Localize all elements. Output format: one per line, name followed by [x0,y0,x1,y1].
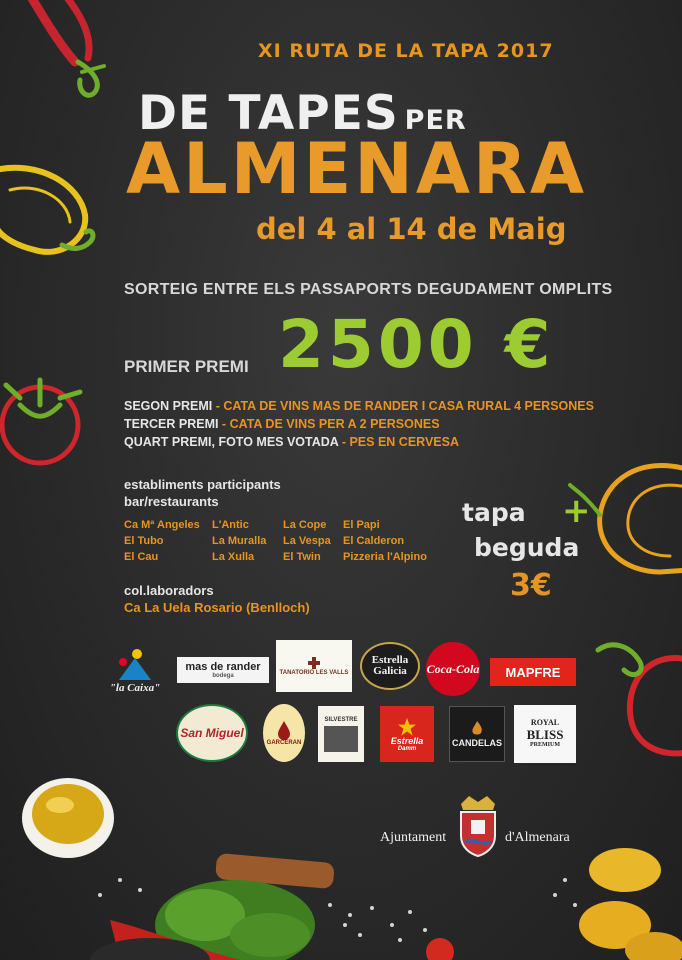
establishment-item: El Tubo [124,535,164,547]
offer-plus: + [562,491,591,531]
title-de-tapes: DE TAPES [138,86,399,141]
offer-beguda: beguda [474,533,580,562]
sanmiguel-text: San Miguel [180,726,244,740]
tanatorio-text: TANATORIO LES VALLS [279,670,349,676]
collaborator-name: Ca La Uela Rosario (Benlloch) [124,600,310,615]
lacaixa-star-icon [115,648,155,682]
prize-name: TERCER PREMI [124,417,219,431]
prize-description: PES EN CERVESA [349,435,459,449]
first-prize-amount: 2500 € [278,306,555,383]
establishment-item: L'Antic [212,519,249,531]
event-dates: del 4 al 14 de Maig [256,212,567,246]
ajuntament-left: Ajuntament [380,830,447,845]
prize-description: CATA DE VINS MAS DE RANDER I CASA RURAL 4 PERSONES [223,399,594,413]
establishment-item: El Twin [283,551,321,563]
prize-name: SEGON PREMI [124,399,213,413]
royalbliss-line2: BLISS [526,726,564,742]
coat-of-arms-icon [455,792,501,858]
masderander-text: mas de rander [185,661,261,673]
star-icon [397,717,417,737]
masderander-sub: bodega [212,673,234,679]
ajuntament-right: d'Almenara [505,830,570,845]
chili-pepper-icon [30,0,104,95]
title-per: PER [404,105,467,136]
establishment-item: Ca Mª Angeles [124,519,200,531]
royalbliss-logo [514,705,576,763]
wine-drop-icon [276,720,292,740]
first-prize-label: PRIMER PREMI [124,357,249,376]
offer-price: 3€ [510,568,552,603]
draw-headline: SORTEIG ENTRE ELS PASSAPORTS DEGUDAMENT OMPLITS [124,281,613,298]
sanmiguel-logo [176,704,248,762]
establishment-item: El Papi [343,519,380,531]
establishment-item: La Xulla [212,551,255,563]
estrella-galicia-logo [360,642,420,690]
flame-icon [469,720,485,738]
offer-tapa: tapa [462,498,526,527]
candelas-logo [449,706,505,762]
prize-description: CATA DE VINS PER A 2 PERSONES [229,417,440,431]
estrella-damm-text: Estrella [390,735,424,746]
prize-separator: - [212,399,224,413]
establishment-item: El Cau [124,551,159,563]
silvestre-logo [318,706,364,762]
royalbliss-line1: ROYAL [530,718,560,728]
candelas-text: CANDELAS [451,738,502,748]
estrella-damm-sub: Damm [397,745,417,752]
establishment-item: La Vespa [283,535,331,547]
lacaixa-logo [104,640,166,702]
prize-separator: - [218,417,230,431]
establishment-item: La Muralla [212,535,267,547]
establishments-subheading: bar/restaurants [124,494,219,509]
right-tomato-icon [598,645,682,754]
cocacola-logo [426,642,480,696]
second-prize [124,399,594,413]
mapfre-text: MAPFRE [505,664,561,680]
title-almenara: ALMENARA [126,128,588,210]
lacaixa-text: "la Caixa" [109,682,161,694]
collaborators-heading: col.laboradors [124,583,214,598]
silvestre-text: SILVESTRE [324,716,358,723]
tomato-icon [2,380,80,463]
estrella-damm-logo [380,706,434,762]
silvestre-photo [324,726,358,752]
garceran-logo [263,704,305,762]
fourth-prize [124,435,459,449]
garceran-text: GARCERAN [266,740,302,746]
royalbliss-line3: PREMIUM [530,742,560,749]
cocacola-text: Coca-Cola [426,661,480,676]
mapfre-logo [490,658,576,686]
edition-label: XI RUTA DE LA TAPA 2017 [258,40,554,62]
estrella-galicia-line1: Estrella [371,654,409,666]
tanatorio-logo [276,640,352,692]
masderander-logo [177,657,269,683]
establishment-item: El Calderon [343,535,405,547]
estrella-galicia-line2: Galicia [373,665,407,677]
establishment-item: Pizzeria l'Alpino [343,551,427,563]
prize-separator: - [338,435,350,449]
yellow-pepper-icon [0,168,93,252]
third-prize [124,417,440,431]
establishments-heading: establiments participants [124,477,281,492]
establishment-item: La Cope [283,519,327,531]
prize-name: QUART PREMI, FOTO MES VOTADA [124,435,339,449]
food-photo [22,778,682,960]
cross-icon [307,656,321,670]
